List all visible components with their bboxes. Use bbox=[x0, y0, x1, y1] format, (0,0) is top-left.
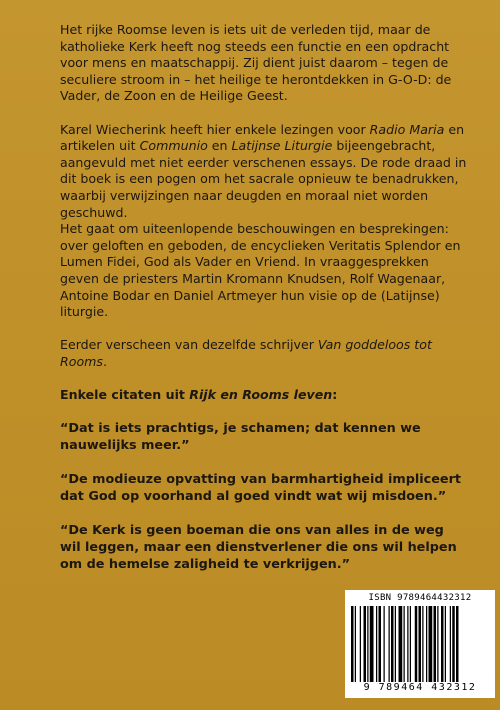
latijnse-liturgie-title: Latijnse Liturgie bbox=[231, 138, 333, 154]
quote-2: “De modieuze opvatting van barmhartigheid impliceert dat God op voorhand al goed vindt wat wij misdoen.” bbox=[60, 472, 462, 505]
book-title: Rijk en Rooms leven bbox=[189, 387, 333, 403]
isbn-label: ISBN 9789464432312 bbox=[368, 593, 472, 603]
quote-3: “De Kerk is geen boeman die ons van alles in de weg wil leggen, maar een dienstverlener die ons wil helpen om de hemelse zaligheid te verkrijgen.” bbox=[60, 523, 457, 573]
radio-maria-title: Radio Maria bbox=[369, 121, 445, 137]
isbn-barcode bbox=[345, 590, 495, 698]
topics-paragraph: Het gaat om uiteenlopende beschouwingen en besprekingen: over geloften en geboden, de encyclieken Veritatis Splendor en Lumen Fidei, God als Vader en Vriend. In vraaggesprekken geven de priesters Martin Kromann Knudsen, Rolf Wagenaar, Antoine Bodar en Daniel Artmeyer hun visie op de (Latijnse) liturgie. bbox=[60, 221, 461, 320]
barcode-digits: 9 789464 432312 bbox=[363, 682, 477, 693]
blurb-text bbox=[60, 22, 468, 590]
quote-1: “Dat is iets prachtigs, je schamen; dat kennen we nauwelijks meer.” bbox=[60, 421, 421, 454]
earlier-work-paragraph: Eerder verscheen van dezelfde schrijver Van goddeloos tot Rooms. bbox=[60, 337, 432, 369]
content-paragraph: Karel Wiecherink heeft hier enkele lezingen voor Radio Maria en artikelen uit Communio en Latijnse Liturgie bijeengebracht, aangevuld met niet eerder verschenen essays. De rode draad in dit boek is een pogen om het sacrale opnieuw te benadrukken, waarbij verwijzingen naar deugden en moraal niet worden geschuwd. bbox=[60, 121, 467, 220]
quotes-heading: Enkele citaten uit Rijk en Rooms leven: bbox=[60, 387, 338, 403]
earlier-book-title: Van goddeloos tot Rooms bbox=[60, 337, 432, 369]
barcode-bars bbox=[351, 606, 489, 682]
intro-paragraph: Het rijke Roomse leven is iets uit de verleden tijd, maar de katholieke Kerk heeft nog steeds een functie en een opdracht voor mens en maatschappij. Zij dient juist daarom – tegen de seculiere stroom in – het heilige te herontdekken in G-O-D: de Vader, de Zoon en de Heilige Geest. bbox=[60, 22, 452, 104]
communio-title: Communio bbox=[139, 138, 208, 154]
